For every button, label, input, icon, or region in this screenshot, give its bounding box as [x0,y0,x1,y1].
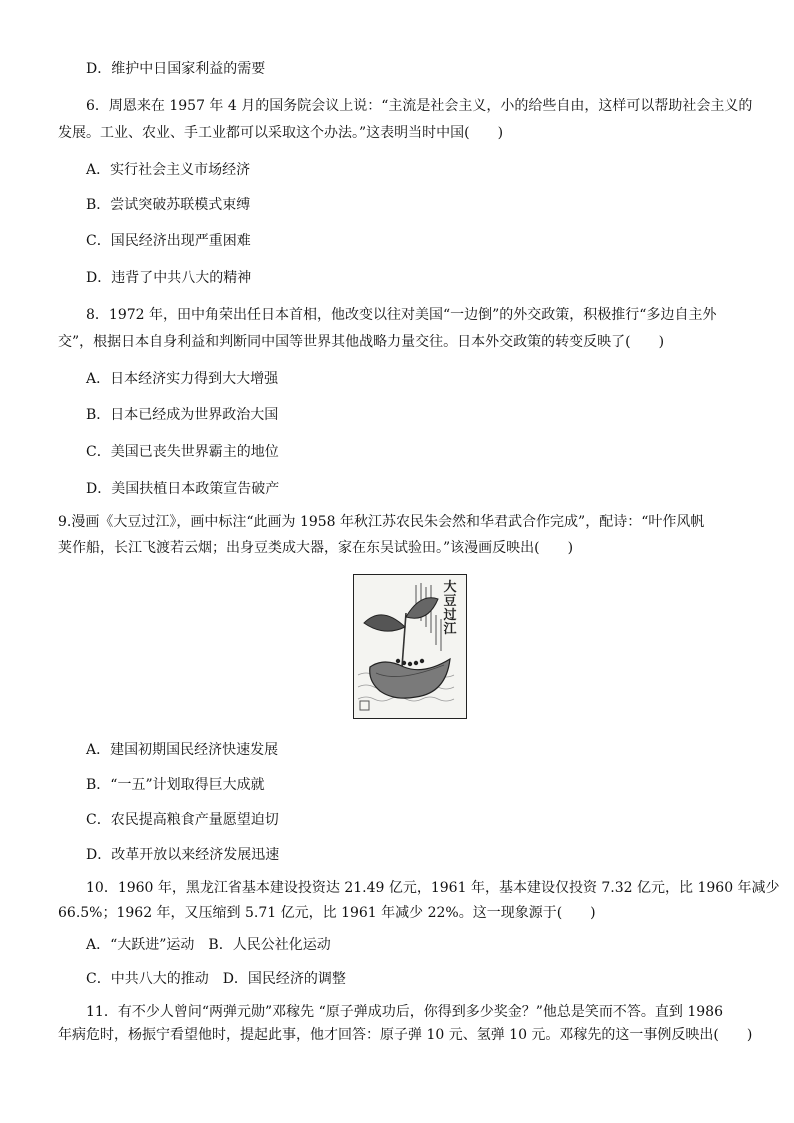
q6-stem-line2: 发展。工业、农业、手工业都可以采取这个办法。”这表明当时中国( ) [58,125,504,141]
q8-option-d: D．美国扶植日本政策宣告破产 [86,481,280,497]
q9-option-a: A．建国初期国民经济快速发展 [86,742,279,758]
q6-option-a: A．实行社会主义市场经济 [86,162,251,178]
q8-stem-line1: 8．1972 年，田中角荣出任日本首相，他改变以往对美国“一边倒”的外交政策，积极推行“多边自主外 [86,307,717,323]
q6-option-b: B．尝试突破苏联模式束缚 [86,197,251,213]
q9-option-d: D．改革开放以来经济发展迅速 [86,847,280,863]
q9-option-c: C．农民提高粮食产量愿望迫切 [86,812,279,828]
q6-stem-line1: 6．周恩来在 1957 年 4 月的国务院会议上说：“主流是社会主义，小的给些自由，这样可以帮助社会主义的 [86,98,753,114]
q8-option-b: B．日本已经成为世界政治大国 [86,407,279,423]
q8-stem-line2: 交”，根据日本自身利益和判断同中国等世界其他战略力量交往。日本外交政策的转变反映了( ) [58,334,665,350]
cartoon-title: 大豆过江 [443,580,457,637]
artist-seal [360,701,369,710]
bean-crossing-river-cartoon [353,574,467,719]
q9-stem-line1: 9.漫画《大豆过江》，画中标注“此画为 1958 年秋江苏农民朱会然和华君武合作完成”，配诗：“叶作风帆 [58,514,705,530]
q5-option-d: D．维护中日国家利益的需要 [86,61,266,77]
q10-options-row1: A．“大跃进”运动 B．人民公社化运动 [86,937,331,953]
q8-option-a: A．日本经济实力得到大大增强 [86,371,279,387]
q11-stem-line2: 年病危时，杨振宁看望他时，提起此事，他才回答：原子弹 10 元、氢弹 10 元。邓稼先的这一事例反映出( ) [58,1027,753,1043]
q6-option-d: D．违背了中共八大的精神 [86,270,252,286]
q11-stem-line1: 11．有不少人曾问“两弹元勋”邓稼先 “原子弹成功后，你得到多少奖金？”他总是笑而不答。直到 1986 [86,1004,723,1020]
q9-stem-line2: 荚作船，长江飞渡若云烟；出身豆类成大器，家在东吴试验田。”该漫画反映出( ) [58,540,574,556]
q8-option-c: C．美国已丧失世界霸主的地位 [86,444,279,460]
q10-stem-line2: 66.5%；1962 年，又压缩到 5.71 亿元，比 1961 年减少 22%。这一现象源于( ) [58,905,596,921]
q10-options-row2: C．中共八大的推动 D．国民经济的调整 [86,971,346,987]
q10-stem-line1: 10．1960 年，黑龙江省基本建设投资达 21.49 亿元，1961 年，基本建设仅投资 7.32 亿元，比 1960 年减少 [86,880,780,896]
q9-option-b: B．“一五”计划取得巨大成就 [86,777,265,793]
q6-option-c: C．国民经济出现严重困难 [86,233,251,249]
